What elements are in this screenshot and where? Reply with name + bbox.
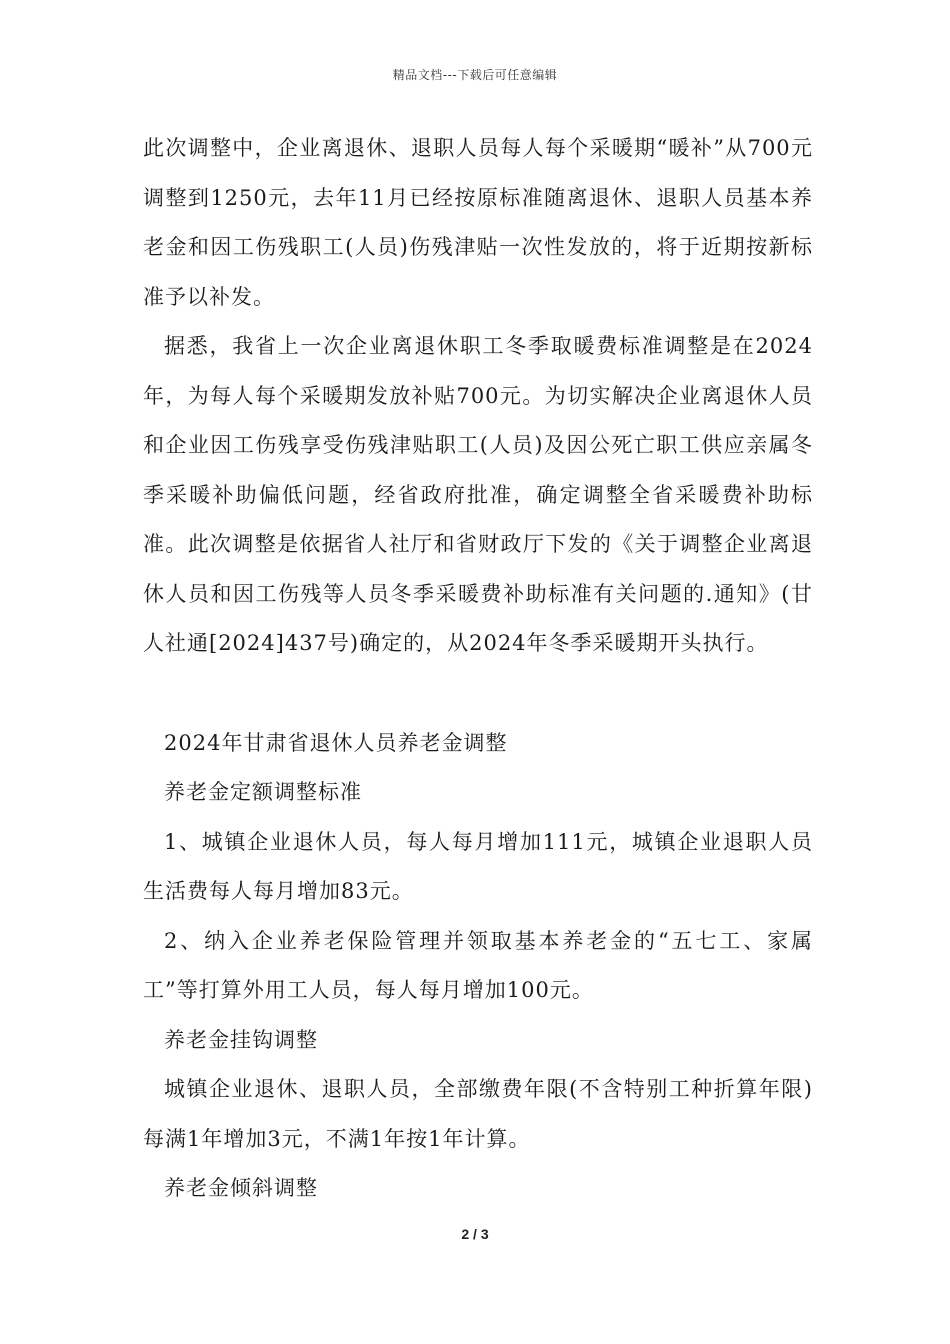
subsection-title-fixed-adjustment: 养老金定额调整标准 (164, 780, 362, 804)
paragraph-heating-subsidy-background: 据悉，我省上一次企业离退休职工冬季取暖费标准调整是在2024年，为每人每个采暖期发放补贴700元。为切实解决企业离退休人员和企业因工伤残享受伤残津贴职工(人员)及因公死亡职工供应亲属冬季采暖补助偏低问题，经省政府批准，确定调整全省采暖费补助标准。此次调整是依据省人社厅和省财政厅下发的《关于调整企业离退休人员和因工伤残等人员冬季采暖费补助标准有关问题的.通知》(甘人社通[2024]437号)确定的，从2024年冬季采暖期开头执行。 (143, 334, 813, 655)
subsection-title-linked-adjustment: 养老金挂钩调整 (164, 1027, 318, 1052)
paragraph-linked-adjustment: 城镇企业退休、退职人员，全部缴费年限(不含特别工种折算年限)每满1年增加3元，不满1年按1年计算。 (143, 1077, 813, 1151)
paragraph-heating-subsidy-adjustment: 此次调整中，企业离退休、退职人员每人每个采暖期“暖补”从700元调整到1250元，去年11月已经按原标准随离退休、退职人员基本养老金和因工伤残职工(人员)伤残津贴一次性发放的，将于近期按新标准予以补发。 (143, 136, 813, 309)
page-number: 2 / 3 (461, 1226, 489, 1242)
document-header: 精品文档---下载后可任意编辑 (392, 68, 558, 82)
subsection-title-tilted-adjustment: 养老金倾斜调整 (164, 1176, 318, 1200)
document-body (143, 124, 813, 1214)
list-item-2: 2、纳入企业养老保险管理并领取基本养老金的“五七工、家属工”等打算外用工人员，每人每月增加100元。 (143, 928, 813, 1002)
section-title: 2024年甘肃省退休人员养老金调整 (164, 730, 508, 755)
paragraph-gap (143, 669, 813, 719)
list-item-1: 1、城镇企业退休人员，每人每月增加111元，城镇企业退职人员生活费每人每月增加83元。 (143, 829, 813, 903)
